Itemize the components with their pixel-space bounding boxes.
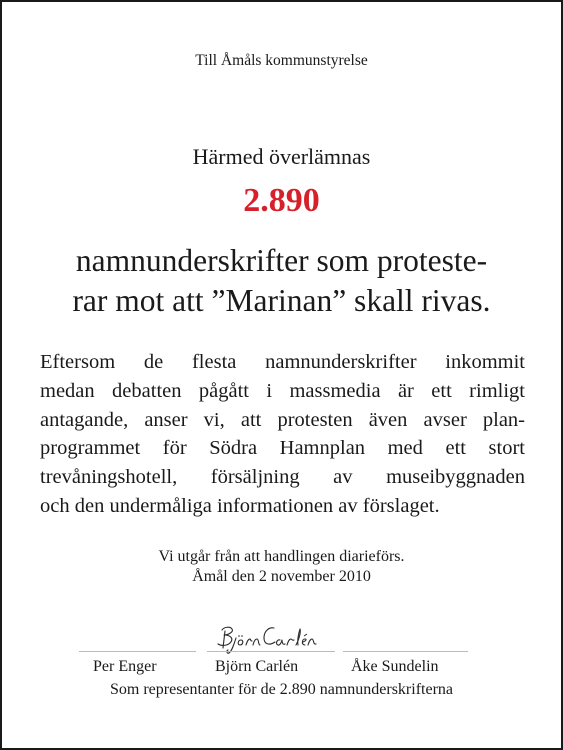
closing-line: Åmål den 2 november 2010 (192, 568, 371, 585)
body-paragraph (40, 348, 525, 521)
body-line: antagande, anser vi, att protesten även avser plan- (40, 408, 525, 431)
body-line: och den undermåliga informationen av förslaget. (40, 494, 440, 517)
headline (2, 241, 561, 321)
body-line: trevåningshotell, försäljning av museibyggnaden (40, 466, 525, 489)
body-line: Eftersom de flesta namnunderskrifter inkommit (40, 351, 525, 373)
signature-count: 2.890 (243, 182, 320, 219)
body-line: medan debatten pågått i massmedia är ett rimligt (40, 379, 525, 402)
headline-line: rar mot att ”Marinan” skall rivas. (72, 283, 491, 318)
signatory-name: Per Enger (93, 658, 157, 675)
signature-line (343, 651, 468, 652)
closing-line: Vi utgår från att handlingen diarieförs. (158, 548, 405, 565)
signatory-name: Björn Carlén (215, 658, 299, 675)
closing (2, 547, 561, 587)
signatory-name: Åke Sundelin (351, 658, 439, 675)
headline-line: namnunderskrifter som proteste- (75, 243, 488, 278)
body-line: programmet för Södra Hamnplan med ett stort (40, 437, 525, 460)
signature-line (79, 651, 196, 652)
signature-line (207, 651, 335, 652)
handwritten-signature (208, 620, 333, 654)
intro-text: Härmed överlämnas (192, 144, 371, 169)
addressee: Till Åmåls kommunstyrelse (195, 52, 368, 69)
representatives-note: Som representanter för de 2.890 namnunderskrifterna (110, 681, 453, 698)
